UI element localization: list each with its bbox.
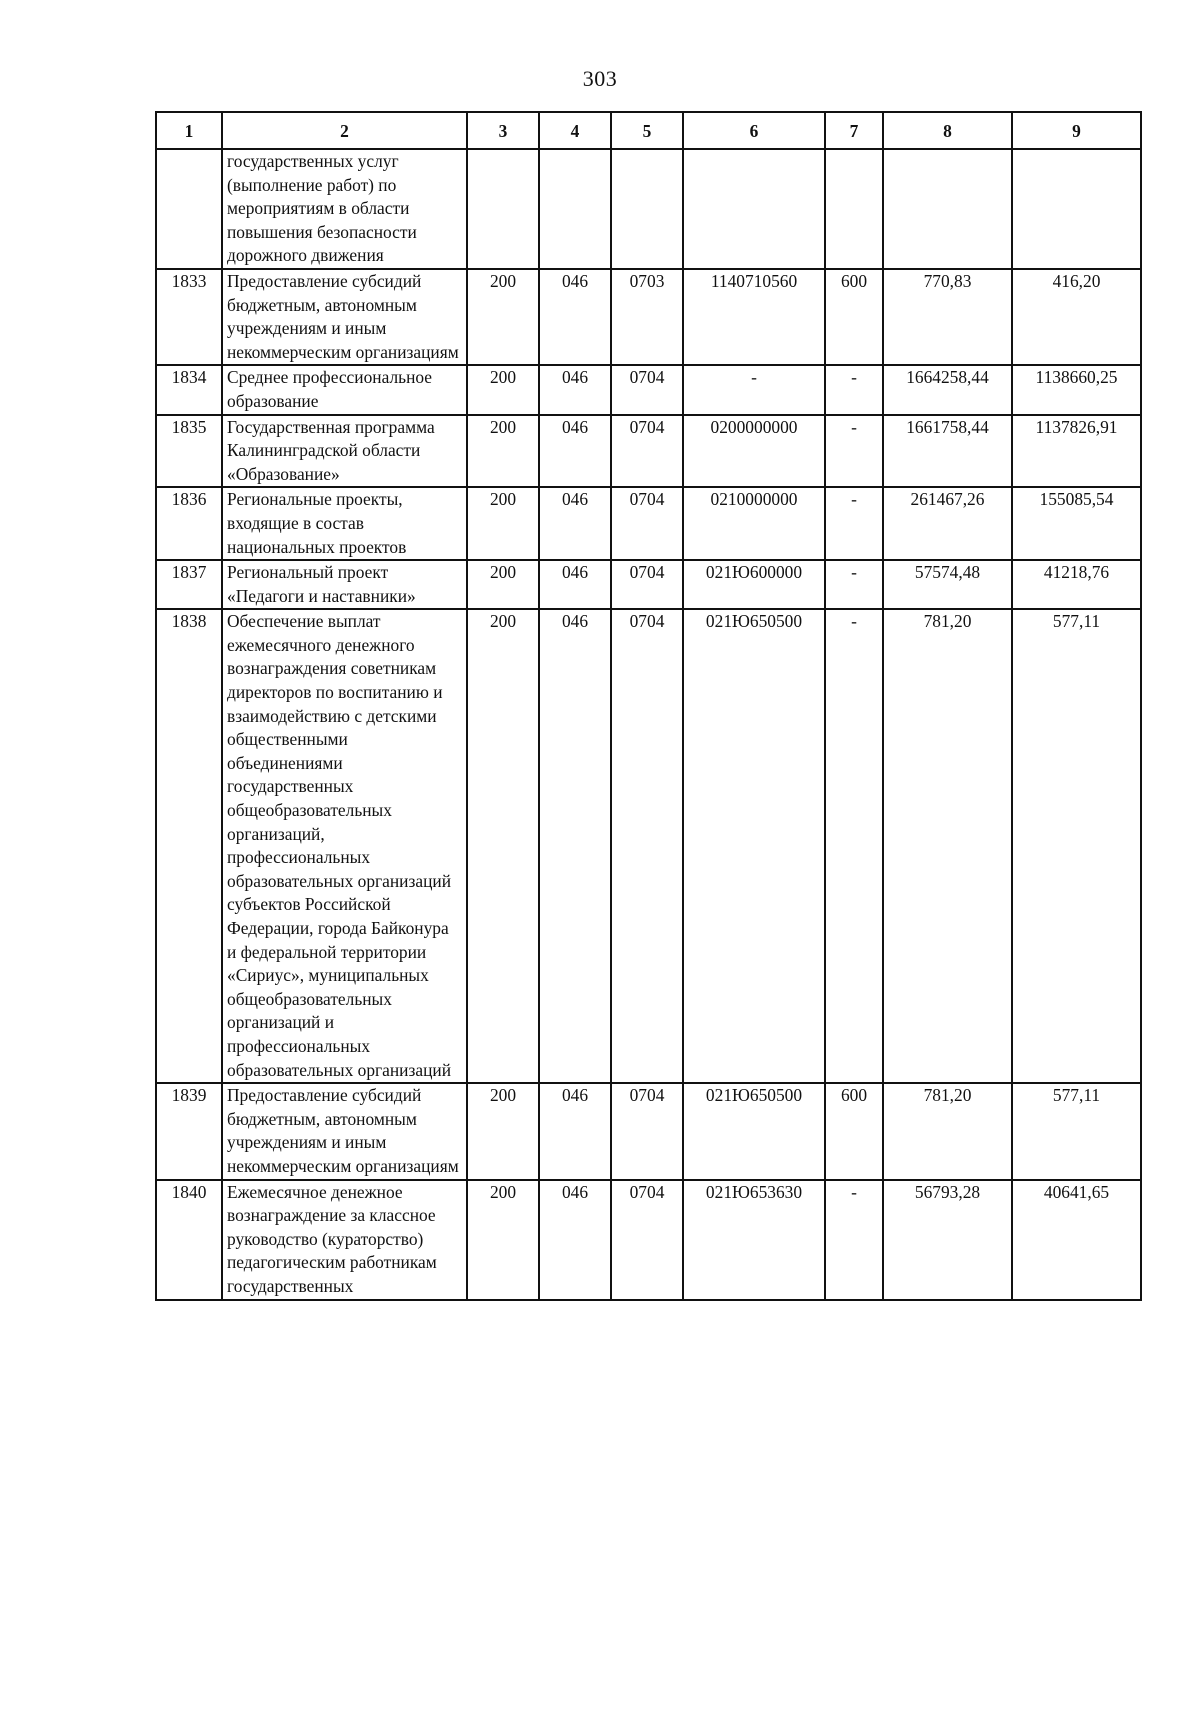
row-name: Среднее профессиональное образование bbox=[222, 365, 467, 414]
cell-col5: 0704 bbox=[611, 365, 683, 414]
cell-col7 bbox=[825, 149, 883, 269]
table-row bbox=[156, 269, 1141, 365]
column-header: 1 bbox=[156, 112, 222, 149]
cell-col8: 1664258,44 bbox=[883, 365, 1012, 414]
cell-col6: 021Ю650500 bbox=[683, 609, 825, 1083]
cell-col4: 046 bbox=[539, 609, 611, 1083]
cell-col5: 0704 bbox=[611, 1083, 683, 1179]
cell-col6: 021Ю650500 bbox=[683, 1083, 825, 1179]
cell-col7: 600 bbox=[825, 1083, 883, 1179]
cell-col5 bbox=[611, 149, 683, 269]
cell-col4: 046 bbox=[539, 415, 611, 488]
cell-col9: 41218,76 bbox=[1012, 560, 1141, 609]
column-header: 6 bbox=[683, 112, 825, 149]
cell-col9: 40641,65 bbox=[1012, 1180, 1141, 1300]
cell-col8: 261467,26 bbox=[883, 487, 1012, 560]
cell-col5: 0704 bbox=[611, 415, 683, 488]
table-row bbox=[156, 487, 1141, 560]
cell-col7: - bbox=[825, 1180, 883, 1300]
cell-col5: 0704 bbox=[611, 1180, 683, 1300]
cell-col8: 781,20 bbox=[883, 609, 1012, 1083]
cell-col7: - bbox=[825, 609, 883, 1083]
cell-col5: 0704 bbox=[611, 487, 683, 560]
cell-col6: 0210000000 bbox=[683, 487, 825, 560]
cell-col9: 577,11 bbox=[1012, 1083, 1141, 1179]
cell-col9 bbox=[1012, 149, 1141, 269]
cell-col3: 200 bbox=[467, 269, 539, 365]
column-header: 5 bbox=[611, 112, 683, 149]
column-header: 8 bbox=[883, 112, 1012, 149]
column-header: 4 bbox=[539, 112, 611, 149]
cell-col7: - bbox=[825, 415, 883, 488]
table-row bbox=[156, 560, 1141, 609]
cell-col7: - bbox=[825, 365, 883, 414]
row-number: 1840 bbox=[156, 1180, 222, 1300]
cell-col3: 200 bbox=[467, 365, 539, 414]
cell-col7: - bbox=[825, 560, 883, 609]
column-header: 9 bbox=[1012, 112, 1141, 149]
cell-col5: 0703 bbox=[611, 269, 683, 365]
cell-col9: 155085,54 bbox=[1012, 487, 1141, 560]
column-header: 3 bbox=[467, 112, 539, 149]
row-number bbox=[156, 149, 222, 269]
cell-col6 bbox=[683, 149, 825, 269]
column-header: 2 bbox=[222, 112, 467, 149]
row-name: государственных услуг (выполнение работ) по мероприятиям в области повышения безопасности дорожного движения bbox=[222, 149, 467, 269]
cell-col3: 200 bbox=[467, 415, 539, 488]
table-row bbox=[156, 365, 1141, 414]
page-number: 303 bbox=[582, 66, 618, 91]
row-name: Региональный проект «Педагоги и наставники» bbox=[222, 560, 467, 609]
row-name: Региональные проекты, входящие в состав национальных проектов bbox=[222, 487, 467, 560]
column-header: 7 bbox=[825, 112, 883, 149]
cell-col7: 600 bbox=[825, 269, 883, 365]
row-name: Государственная программа Калининградской области «Образование» bbox=[222, 415, 467, 488]
cell-col7: - bbox=[825, 487, 883, 560]
row-number: 1838 bbox=[156, 609, 222, 1083]
row-number: 1837 bbox=[156, 560, 222, 609]
cell-col8: 781,20 bbox=[883, 1083, 1012, 1179]
row-name: Предоставление субсидий бюджетным, автономным учреждениям и иным некоммерческим организациям bbox=[222, 269, 467, 365]
cell-col3 bbox=[467, 149, 539, 269]
cell-col6: 021Ю600000 bbox=[683, 560, 825, 609]
cell-col6: 0200000000 bbox=[683, 415, 825, 488]
table-row bbox=[156, 1083, 1141, 1179]
cell-col9: 416,20 bbox=[1012, 269, 1141, 365]
row-name: Ежемесячное денежное вознаграждение за классное руководство (кураторство) педагогическим работникам государственных bbox=[222, 1180, 467, 1300]
cell-col3: 200 bbox=[467, 609, 539, 1083]
cell-col5: 0704 bbox=[611, 609, 683, 1083]
budget-table bbox=[155, 111, 1142, 1301]
cell-col4: 046 bbox=[539, 560, 611, 609]
table-row bbox=[156, 149, 1141, 269]
cell-col3: 200 bbox=[467, 1083, 539, 1179]
cell-col6: - bbox=[683, 365, 825, 414]
row-number: 1839 bbox=[156, 1083, 222, 1179]
cell-col5: 0704 bbox=[611, 560, 683, 609]
table-row bbox=[156, 609, 1141, 1083]
cell-col9: 577,11 bbox=[1012, 609, 1141, 1083]
cell-col4: 046 bbox=[539, 269, 611, 365]
cell-col3: 200 bbox=[467, 560, 539, 609]
cell-col6: 1140710560 bbox=[683, 269, 825, 365]
row-number: 1834 bbox=[156, 365, 222, 414]
cell-col8: 770,83 bbox=[883, 269, 1012, 365]
table-row bbox=[156, 415, 1141, 488]
cell-col6: 021Ю653630 bbox=[683, 1180, 825, 1300]
cell-col9: 1137826,91 bbox=[1012, 415, 1141, 488]
cell-col4: 046 bbox=[539, 1083, 611, 1179]
header-row bbox=[156, 112, 1141, 149]
cell-col4: 046 bbox=[539, 365, 611, 414]
table-row bbox=[156, 1180, 1141, 1300]
cell-col8 bbox=[883, 149, 1012, 269]
row-number: 1836 bbox=[156, 487, 222, 560]
row-number: 1835 bbox=[156, 415, 222, 488]
cell-col3: 200 bbox=[467, 487, 539, 560]
cell-col4: 046 bbox=[539, 487, 611, 560]
cell-col3: 200 bbox=[467, 1180, 539, 1300]
cell-col8: 57574,48 bbox=[883, 560, 1012, 609]
row-name: Предоставление субсидий бюджетным, автономным учреждениям и иным некоммерческим организациям bbox=[222, 1083, 467, 1179]
cell-col4 bbox=[539, 149, 611, 269]
row-number: 1833 bbox=[156, 269, 222, 365]
cell-col9: 1138660,25 bbox=[1012, 365, 1141, 414]
row-name: Обеспечение выплат ежемесячного денежного вознаграждения советникам директоров по воспитанию и взаимодействию с детскими общественными объединениями государственных общеобразовательных организаций, профессиональных образовательных организаций субъектов Российской Федерации, города Байконура и федеральной территории «Сириус», муниципальных общеобразовательных организаций и профессиональных образовательных организаций bbox=[222, 609, 467, 1083]
cell-col4: 046 bbox=[539, 1180, 611, 1300]
cell-col8: 56793,28 bbox=[883, 1180, 1012, 1300]
cell-col8: 1661758,44 bbox=[883, 415, 1012, 488]
